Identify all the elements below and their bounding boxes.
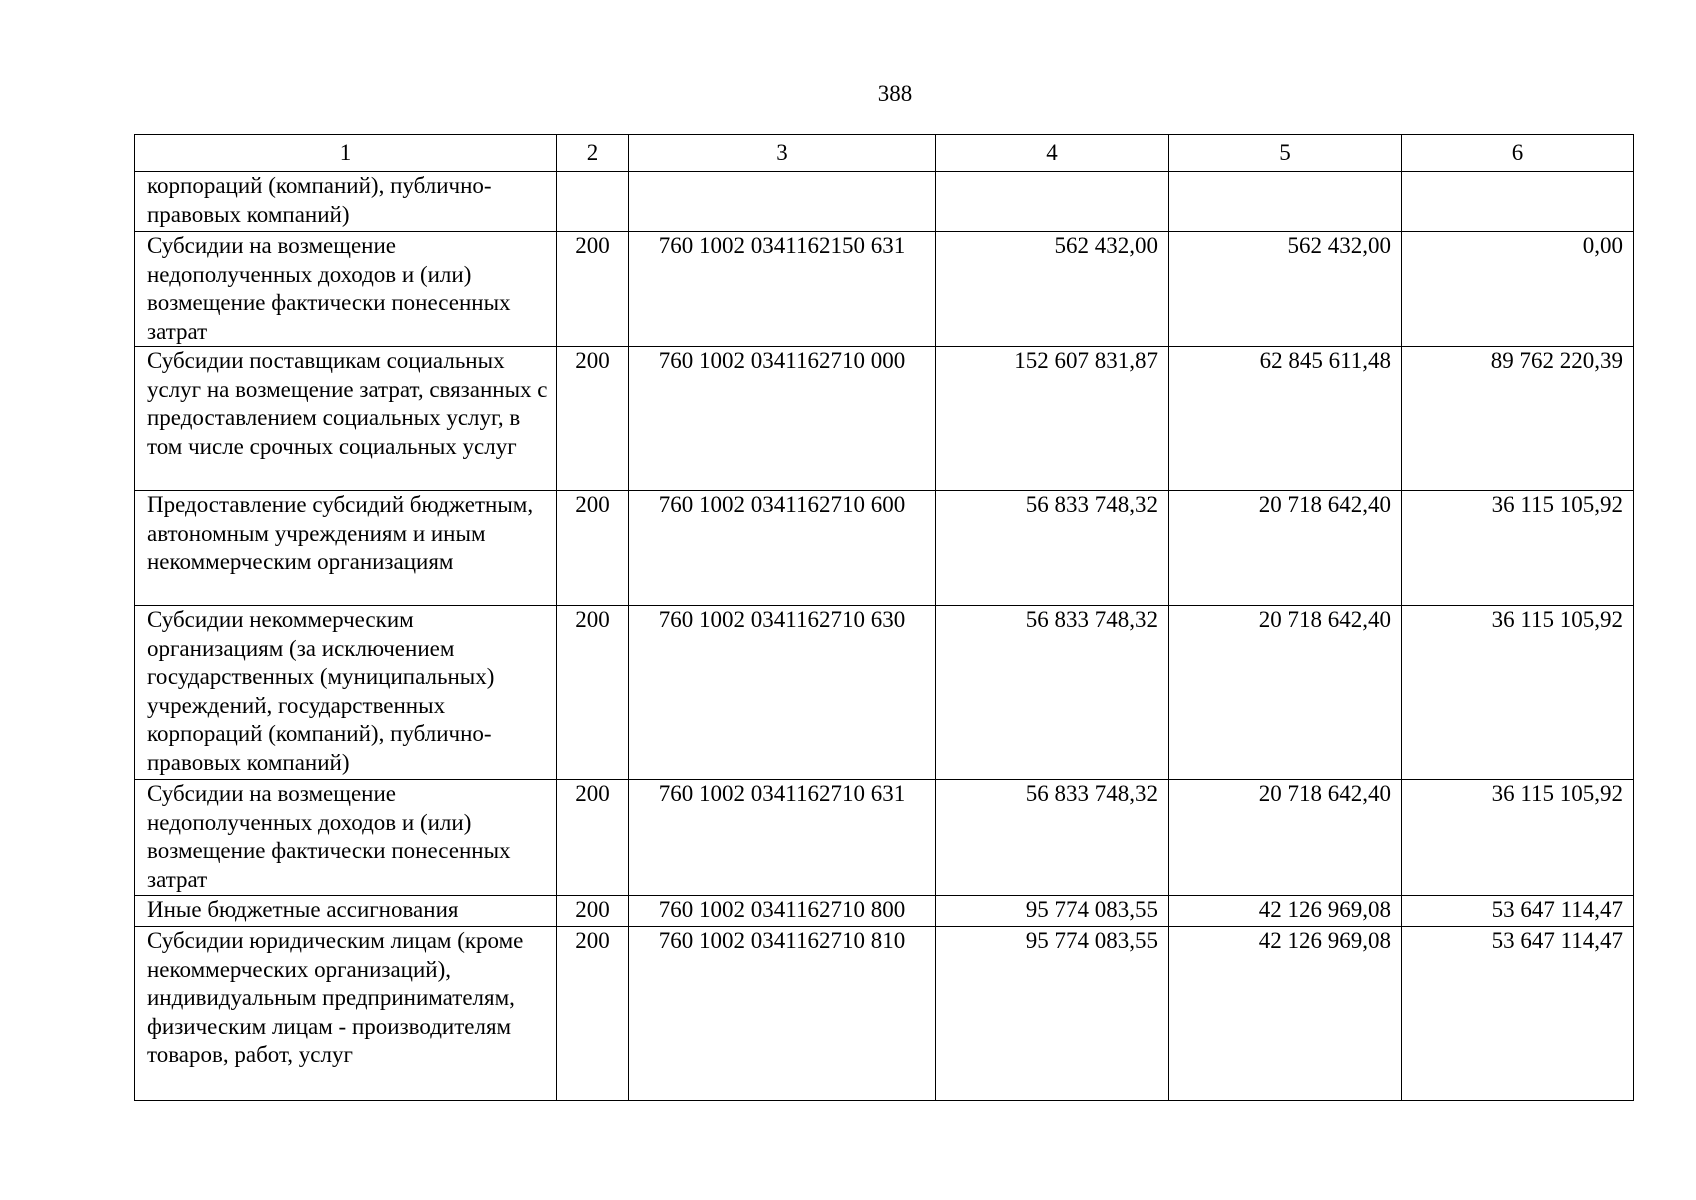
table-row: [135, 347, 1634, 491]
row-col5: 20 718 642,40: [1169, 606, 1402, 780]
table-row: [135, 172, 1634, 232]
table-row: [135, 606, 1634, 780]
row-col6: 89 762 220,39: [1402, 347, 1634, 491]
row-col6: 0,00: [1402, 232, 1634, 347]
row-name: корпораций (компаний), публично-правовых компаний): [135, 172, 557, 232]
row-name: Субсидии некоммерческим организациям (за исключением государственных (муниципальных) учреждений, государственных корпораций (компаний), публично-правовых компаний): [135, 606, 557, 780]
header-col-1: 1: [135, 135, 557, 172]
table-row: [135, 232, 1634, 347]
row-code: 760 1002 0341162150 631: [629, 232, 936, 347]
row-code: 760 1002 0341162710 631: [629, 780, 936, 896]
budget-table: [134, 134, 1634, 1101]
table-row: [135, 491, 1634, 606]
row-grbs: 200: [557, 491, 629, 606]
row-name: Субсидии юридическим лицам (кроме некоммерческих организаций), индивидуальным предпринимателям, физическим лицам - производителям товаров, работ, услуг: [135, 927, 557, 1101]
row-col5: 42 126 969,08: [1169, 927, 1402, 1101]
row-col6: [1402, 172, 1634, 232]
row-name: Субсидии на возмещение недополученных доходов и (или) возмещение фактически понесенных затрат: [135, 232, 557, 347]
row-code: 760 1002 0341162710 810: [629, 927, 936, 1101]
row-col5: 562 432,00: [1169, 232, 1402, 347]
row-col4: [936, 172, 1169, 232]
row-col6: 53 647 114,47: [1402, 927, 1634, 1101]
row-grbs: 200: [557, 606, 629, 780]
row-name: Субсидии поставщикам социальных услуг на возмещение затрат, связанных с предоставлением социальных услуг, в том числе срочных социальных услуг: [135, 347, 557, 491]
row-col4: 56 833 748,32: [936, 780, 1169, 896]
row-col4: 95 774 083,55: [936, 927, 1169, 1101]
row-name: Иные бюджетные ассигнования: [135, 896, 557, 927]
row-col5: 42 126 969,08: [1169, 896, 1402, 927]
row-name: Субсидии на возмещение недополученных доходов и (или) возмещение фактически понесенных затрат: [135, 780, 557, 896]
row-col6: 36 115 105,92: [1402, 606, 1634, 780]
header-col-3: 3: [629, 135, 936, 172]
page-number: 388: [877, 81, 913, 106]
row-code: 760 1002 0341162710 600: [629, 491, 936, 606]
row-col5: [1169, 172, 1402, 232]
table-row: [135, 780, 1634, 896]
row-grbs: 200: [557, 347, 629, 491]
row-col4: 56 833 748,32: [936, 491, 1169, 606]
header-col-6: 6: [1402, 135, 1634, 172]
row-col6: 36 115 105,92: [1402, 780, 1634, 896]
table-row: [135, 896, 1634, 927]
row-col5: 20 718 642,40: [1169, 491, 1402, 606]
row-grbs: 200: [557, 780, 629, 896]
row-col4: 56 833 748,32: [936, 606, 1169, 780]
row-code: 760 1002 0341162710 000: [629, 347, 936, 491]
header-row: [135, 135, 1634, 172]
row-code: [629, 172, 936, 232]
row-col6: 53 647 114,47: [1402, 896, 1634, 927]
header-col-5: 5: [1169, 135, 1402, 172]
row-col5: 62 845 611,48: [1169, 347, 1402, 491]
table-row: [135, 927, 1634, 1101]
header-col-4: 4: [936, 135, 1169, 172]
row-code: 760 1002 0341162710 630: [629, 606, 936, 780]
row-grbs: 200: [557, 896, 629, 927]
row-col6: 36 115 105,92: [1402, 491, 1634, 606]
row-col4: 562 432,00: [936, 232, 1169, 347]
row-col4: 152 607 831,87: [936, 347, 1169, 491]
row-grbs: 200: [557, 927, 629, 1101]
row-col4: 95 774 083,55: [936, 896, 1169, 927]
row-grbs: 200: [557, 232, 629, 347]
header-col-2: 2: [557, 135, 629, 172]
row-name: Предоставление субсидий бюджетным, автономным учреждениям и иным некоммерческим организациям: [135, 491, 557, 606]
row-code: 760 1002 0341162710 800: [629, 896, 936, 927]
row-grbs: [557, 172, 629, 232]
row-col5: 20 718 642,40: [1169, 780, 1402, 896]
